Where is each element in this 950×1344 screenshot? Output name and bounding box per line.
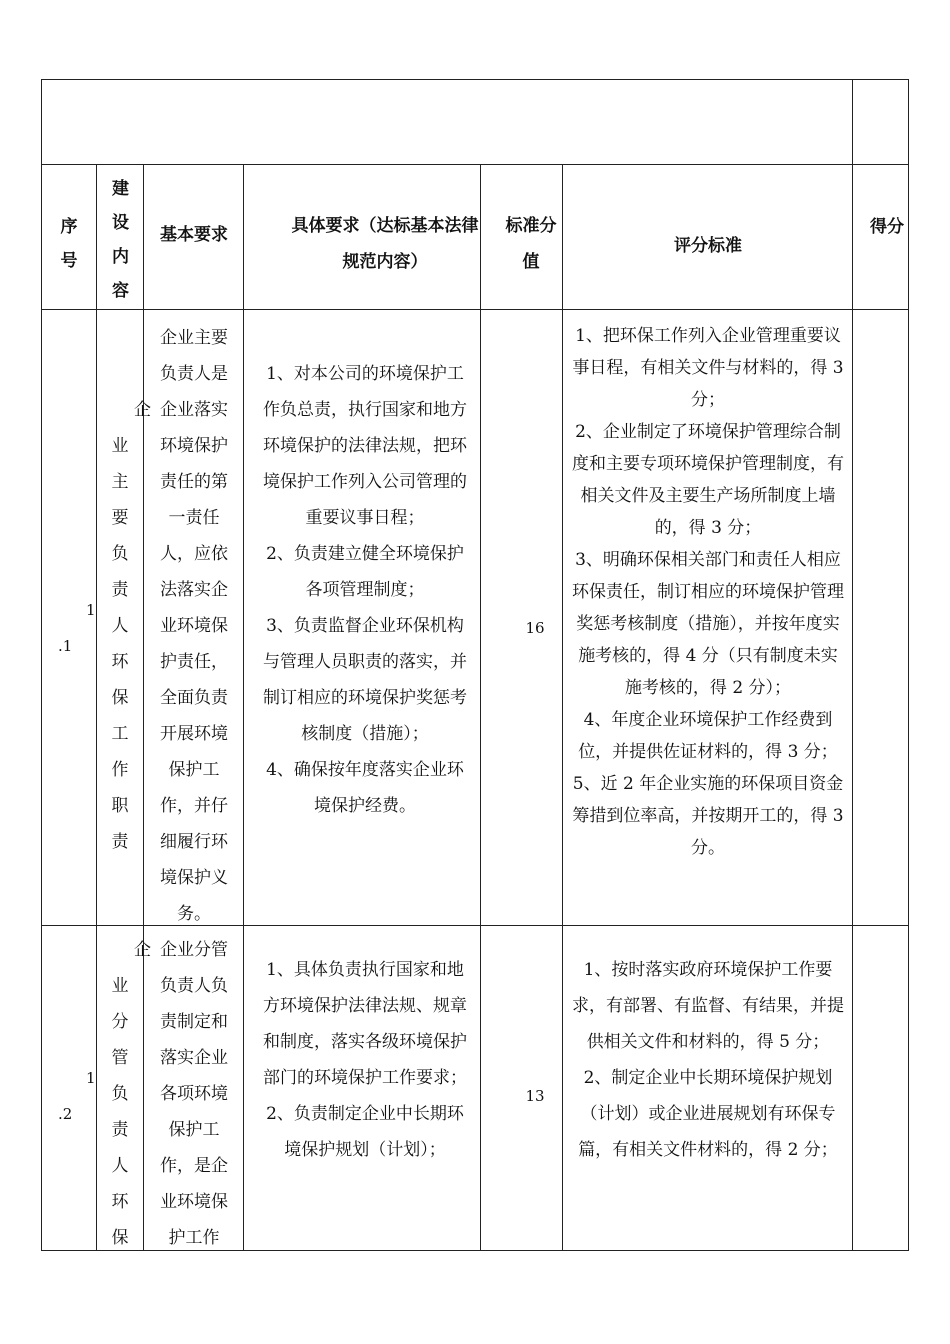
col-divider: [143, 164, 144, 1250]
row1-specific: [260, 356, 470, 824]
header-seq: 序号: [60, 217, 78, 271]
row2-content-top: 企: [134, 940, 151, 960]
row2-seq-a: 1: [86, 1069, 96, 1087]
row2-criteria: [572, 952, 844, 1168]
row2-criteria-item: 2、制定企业中长期环境保护规划（计划）或企业进展规划有环保专篇，有相关文件材料的，得 2 分；: [578, 1068, 838, 1160]
row2-score: 13: [525, 1087, 545, 1105]
row1-criteria-item: 2、企业制定了环境保护管理综合制度和主要专项环境保护管理制度，有相关文件及主要生产场所制度上墙的，得 3 分；: [572, 422, 844, 538]
col-divider: [852, 80, 853, 1250]
row1-specific-item: 1、对本公司的环境保护工作负总责，执行国家和地方环境保护的法律法规，把环境保护工作列入公司管理的重要议事日程；: [263, 364, 467, 528]
row1-content: 业主要负责人环保工作职责: [111, 436, 129, 852]
row1-criteria-item: 1、把环保工作列入企业管理重要议事日程，有相关文件与材料的，得 3 分；: [572, 326, 844, 410]
header-score: 得分: [870, 217, 904, 237]
header-specific: 具体要求（达标基本法律规范内容）: [291, 216, 479, 272]
row1-criteria-item: 4、年度企业环境保护工作经费到位，并提供佐证材料的，得 3 分；: [578, 710, 838, 762]
header-criteria: 评分标准: [674, 236, 742, 256]
row2-specific-item: 1、具体负责执行国家和地方环境保护法律法规、规章和制度，落实各级环境保护部门的环境保护工作要求；: [263, 960, 467, 1088]
row1-criteria-item: 5、近 2 年企业实施的环保项目资金筹措到位率高，并按期开工的，得 3 分。: [572, 774, 844, 858]
row-divider: [42, 164, 908, 165]
col-divider: [243, 164, 244, 1250]
col-divider: [562, 164, 563, 1250]
row2-specific-item: 2、负责制定企业中长期环境保护规划（计划）；: [266, 1104, 464, 1160]
row1-score: 16: [525, 619, 545, 637]
row2-specific: [260, 952, 470, 1168]
standards-table: [41, 79, 909, 1251]
row2-content: 业分管负责人环保: [111, 976, 129, 1248]
row1-specific-item: 2、负责建立健全环境保护各项管理制度；: [266, 544, 464, 600]
row-divider: [42, 309, 908, 310]
row1-seq-b: .1: [58, 637, 73, 655]
row1-seq-a: 1: [86, 601, 96, 619]
row1-criteria-item: 3、明确环保相关部门和责任人相应环保责任，制订相应的环境保护管理奖惩考核制度（措施），并按年度实施考核的，得 4 分（只有制度未实施考核的，得 2 分）；: [572, 550, 844, 698]
header-score-std: 标准分值: [505, 216, 557, 272]
header-construction: 建设内容: [112, 179, 129, 301]
row1-basic: 企业主要负责人是企业落实环境保护责任的第一责任人，应依法落实企业环境保护责任，全面负责开展环境保护工作，并仔细履行环境保护义务。: [160, 328, 228, 924]
row1-content-top: 企: [134, 400, 151, 420]
header-basic: 基本要求: [160, 225, 228, 245]
row1-criteria: [572, 320, 844, 864]
row2-criteria-item: 1、按时落实政府环境保护工作要求，有部署、有监督、有结果，并提供相关文件和材料的，得 5 分；: [572, 960, 844, 1052]
row2-seq-b: .2: [58, 1105, 73, 1123]
row1-specific-item: 3、负责监督企业环保机构与管理人员职责的落实，并制订相应的环境保护奖惩考核制度（措施）；: [263, 616, 467, 744]
col-divider: [480, 164, 481, 1250]
row1-specific-item: 4、确保按年度落实企业环境保护经费。: [266, 760, 464, 816]
row2-basic: 企业分管负责人负责制定和落实企业各项环境保护工作，是企业环境保护工作: [160, 940, 228, 1248]
